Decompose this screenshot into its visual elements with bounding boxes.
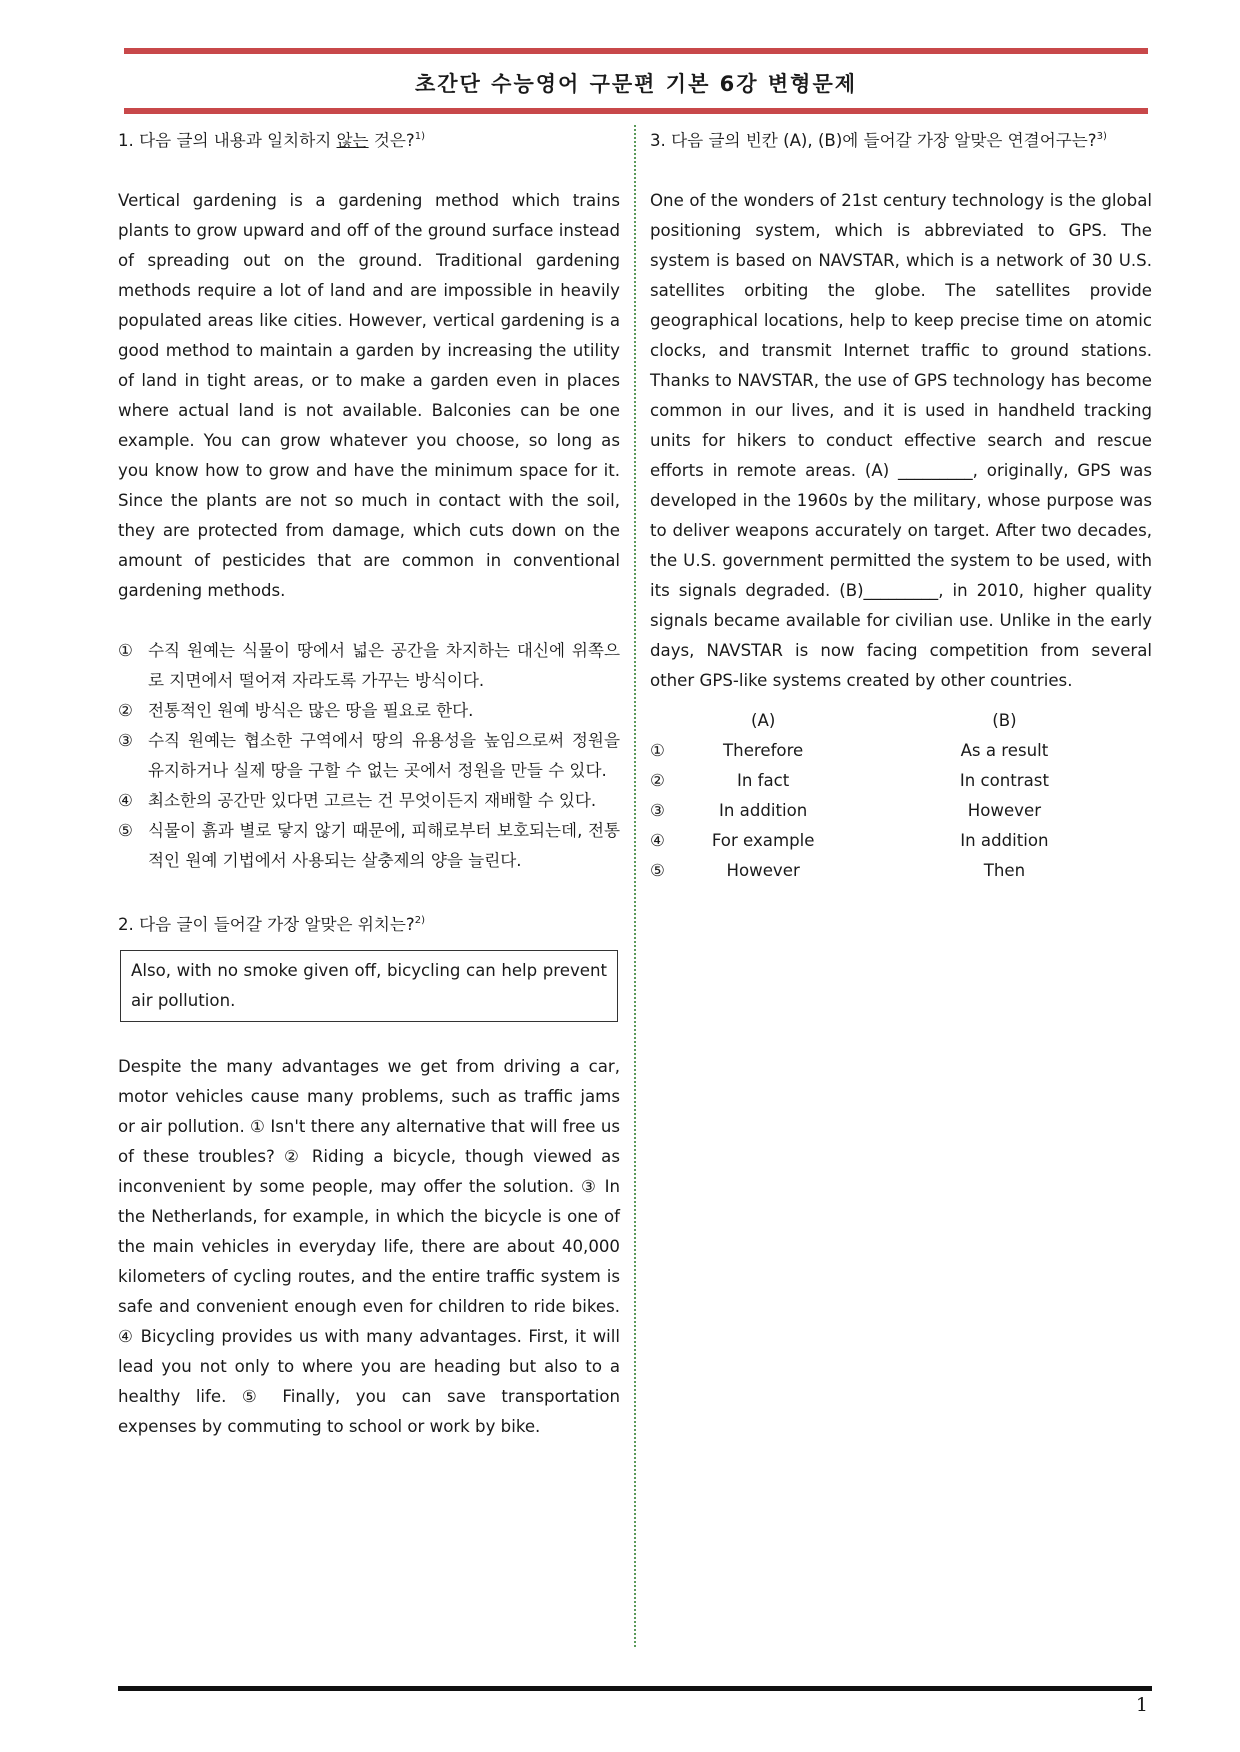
q1-option[interactable] [118,636,620,696]
choice-b: However [967,801,1042,820]
choice-number: ③ [650,801,665,820]
header-bottom-rule [124,108,1148,114]
option-text: 수직 원예는 협소한 구역에서 땅의 유용성을 높임으로써 정원을 유지하거나 실제 땅을 구할 수 없는 곳에서 정원을 만들 수 있다. [148,731,620,780]
q1-options [118,636,620,876]
q3-choices-table [650,706,1152,886]
column-header-b: (B) [992,711,1017,730]
q1-prompt-text: 1. 다음 글의 내용과 일치하지 [118,131,337,150]
q3-choice-row[interactable] [650,766,1152,796]
q2-prompt [118,906,620,940]
choice-a: For example [711,831,815,850]
choice-a: In addition [718,801,808,820]
q1-passage: Vertical gardening is a gardening method which trains plants to grow upward and off of the ground surface instead of spreading out on the ground. Traditional gardening methods require a lot of land and are impossible in heavily populated areas like cities. However, vertical gardening is a good method to maintain a garden by increasing the utility of land in tight areas, or to make a garden even in places where actual land is not available. Balconies can be one example. You can grow whatever you choose, so long as you know how to grow and have the minimum space for it. Since the plants are not so much in contact with the soil, they are protected from damage, which cuts down on the amount of pesticides that are common in conventional gardening methods. [118,191,620,600]
q1-option[interactable] [118,786,620,816]
q2-given-sentence-box: Also, with no smoke given off, bicycling can help prevent air pollution. [120,950,618,1022]
q1-footnote: 1) [414,131,426,142]
q1-option[interactable] [118,726,620,786]
option-text: 식물이 흙과 별로 닿지 않기 때문에, 피해로부터 보호되는데, 전통적인 원예 기법에서 사용되는 살충제의 양을 늘린다. [148,821,620,870]
q3-choices-header [650,706,1152,736]
q1-prompt-end: 것은? [368,131,415,150]
option-text: 수직 원예는 식물이 땅에서 넓은 공간을 차지하는 대신에 위쪽으로 지면에서 떨어져 자라도록 가꾸는 방식이다. [148,641,620,690]
q2-passage: Despite the many advantages we get from driving a car, motor vehicles cause many problems, such as traffic jams or air pollution. ① Isn't there any alternative that will free us of these troubles? ② Riding a bicycle, though viewed as inconvenient by some people, may offer the solution. ③ In the Netherlands, for example, in which the bicycle is one of the main vehicles in everyday life, there are about 40,000 kilometers of cycling routes, and the entire traffic system is safe and convenient enough even for children to ride bikes. ④ Bicycling provides us with many advantages. First, it will lead you not only to where you are heading but also to a healthy life. ⑤ Finally, you can save transportation expenses by commuting to school or work by bike. [118,1057,620,1436]
q3-footnote: 3) [1096,131,1107,142]
choice-number: ① [650,741,665,760]
choice-a: Therefore [723,741,804,760]
column-header-a: (A) [751,711,776,730]
choice-a: However [726,861,800,880]
q1-option[interactable] [118,696,620,726]
option-text: 전통적인 원예 방식은 많은 땅을 필요로 한다. [148,701,474,720]
choice-b: In contrast [959,771,1049,790]
footer-rule [118,1686,1152,1691]
choice-b: Then [983,861,1026,880]
option-number: ② [118,701,133,720]
option-number: ③ [118,731,133,750]
choice-b: As a result [960,741,1049,760]
q1-option[interactable] [118,816,620,876]
q3-choice-row[interactable] [650,736,1152,766]
option-number: ④ [118,791,133,810]
q3-prompt [650,122,1152,156]
q3-choice-row[interactable] [650,856,1152,886]
option-number: ⑤ [118,821,133,840]
column-divider [634,125,636,1647]
right-column [650,122,1152,886]
q3-choice-row[interactable] [650,796,1152,826]
q1-prompt-underlined: 않는 [336,131,369,150]
page-title: 초간단 수능영어 구문편 기본 6강 변형문제 [414,72,858,96]
page-number: 1 [1135,1694,1148,1716]
q2-prompt-text: 2. 다음 글이 들어갈 가장 알맞은 위치는? [118,915,415,934]
q2-footnote: 2) [414,915,425,926]
option-number: ① [118,641,133,660]
option-text: 최소한의 공간만 있다면 고르는 건 무엇이든지 재배할 수 있다. [148,791,597,810]
choice-number: ② [650,771,665,790]
choice-a: In fact [736,771,790,790]
choice-number: ⑤ [650,861,665,880]
left-column [118,122,620,1442]
q3-prompt-text: 3. 다음 글의 빈칸 (A), (B)에 들어갈 가장 알맞은 연결어구는? [650,131,1097,150]
q3-choice-row[interactable] [650,826,1152,856]
choice-b: In addition [960,831,1049,850]
header-top-rule [124,48,1148,54]
q1-prompt [118,122,620,156]
q3-passage: One of the wonders of 21st century technology is the global positioning system, which is abbreviated to GPS. The system is based on NAVSTAR, which is a network of 30 U.S. satellites orbiting the globe. The satellites provide geographical locations, help to keep precise time on atomic clocks, and transmit Internet traffic to ground stations. Thanks to NAVSTAR, the use of GPS technology has become common in our lives, and it is used in handheld tracking units for hikers to conduct effective search and rescue efforts in remote areas. (A) _________, originally, GPS was developed in the 1960s by the military, whose purpose was to deliver weapons accurately on target. After two decades, the U.S. government permitted the system to be used, with its signals degraded. (B)_________, in 2010, higher quality signals became available for civilian use. Unlike in the early days, NAVSTAR is now facing competition from several other GPS-like systems created by other countries. [650,191,1152,690]
choice-number: ④ [650,831,665,850]
